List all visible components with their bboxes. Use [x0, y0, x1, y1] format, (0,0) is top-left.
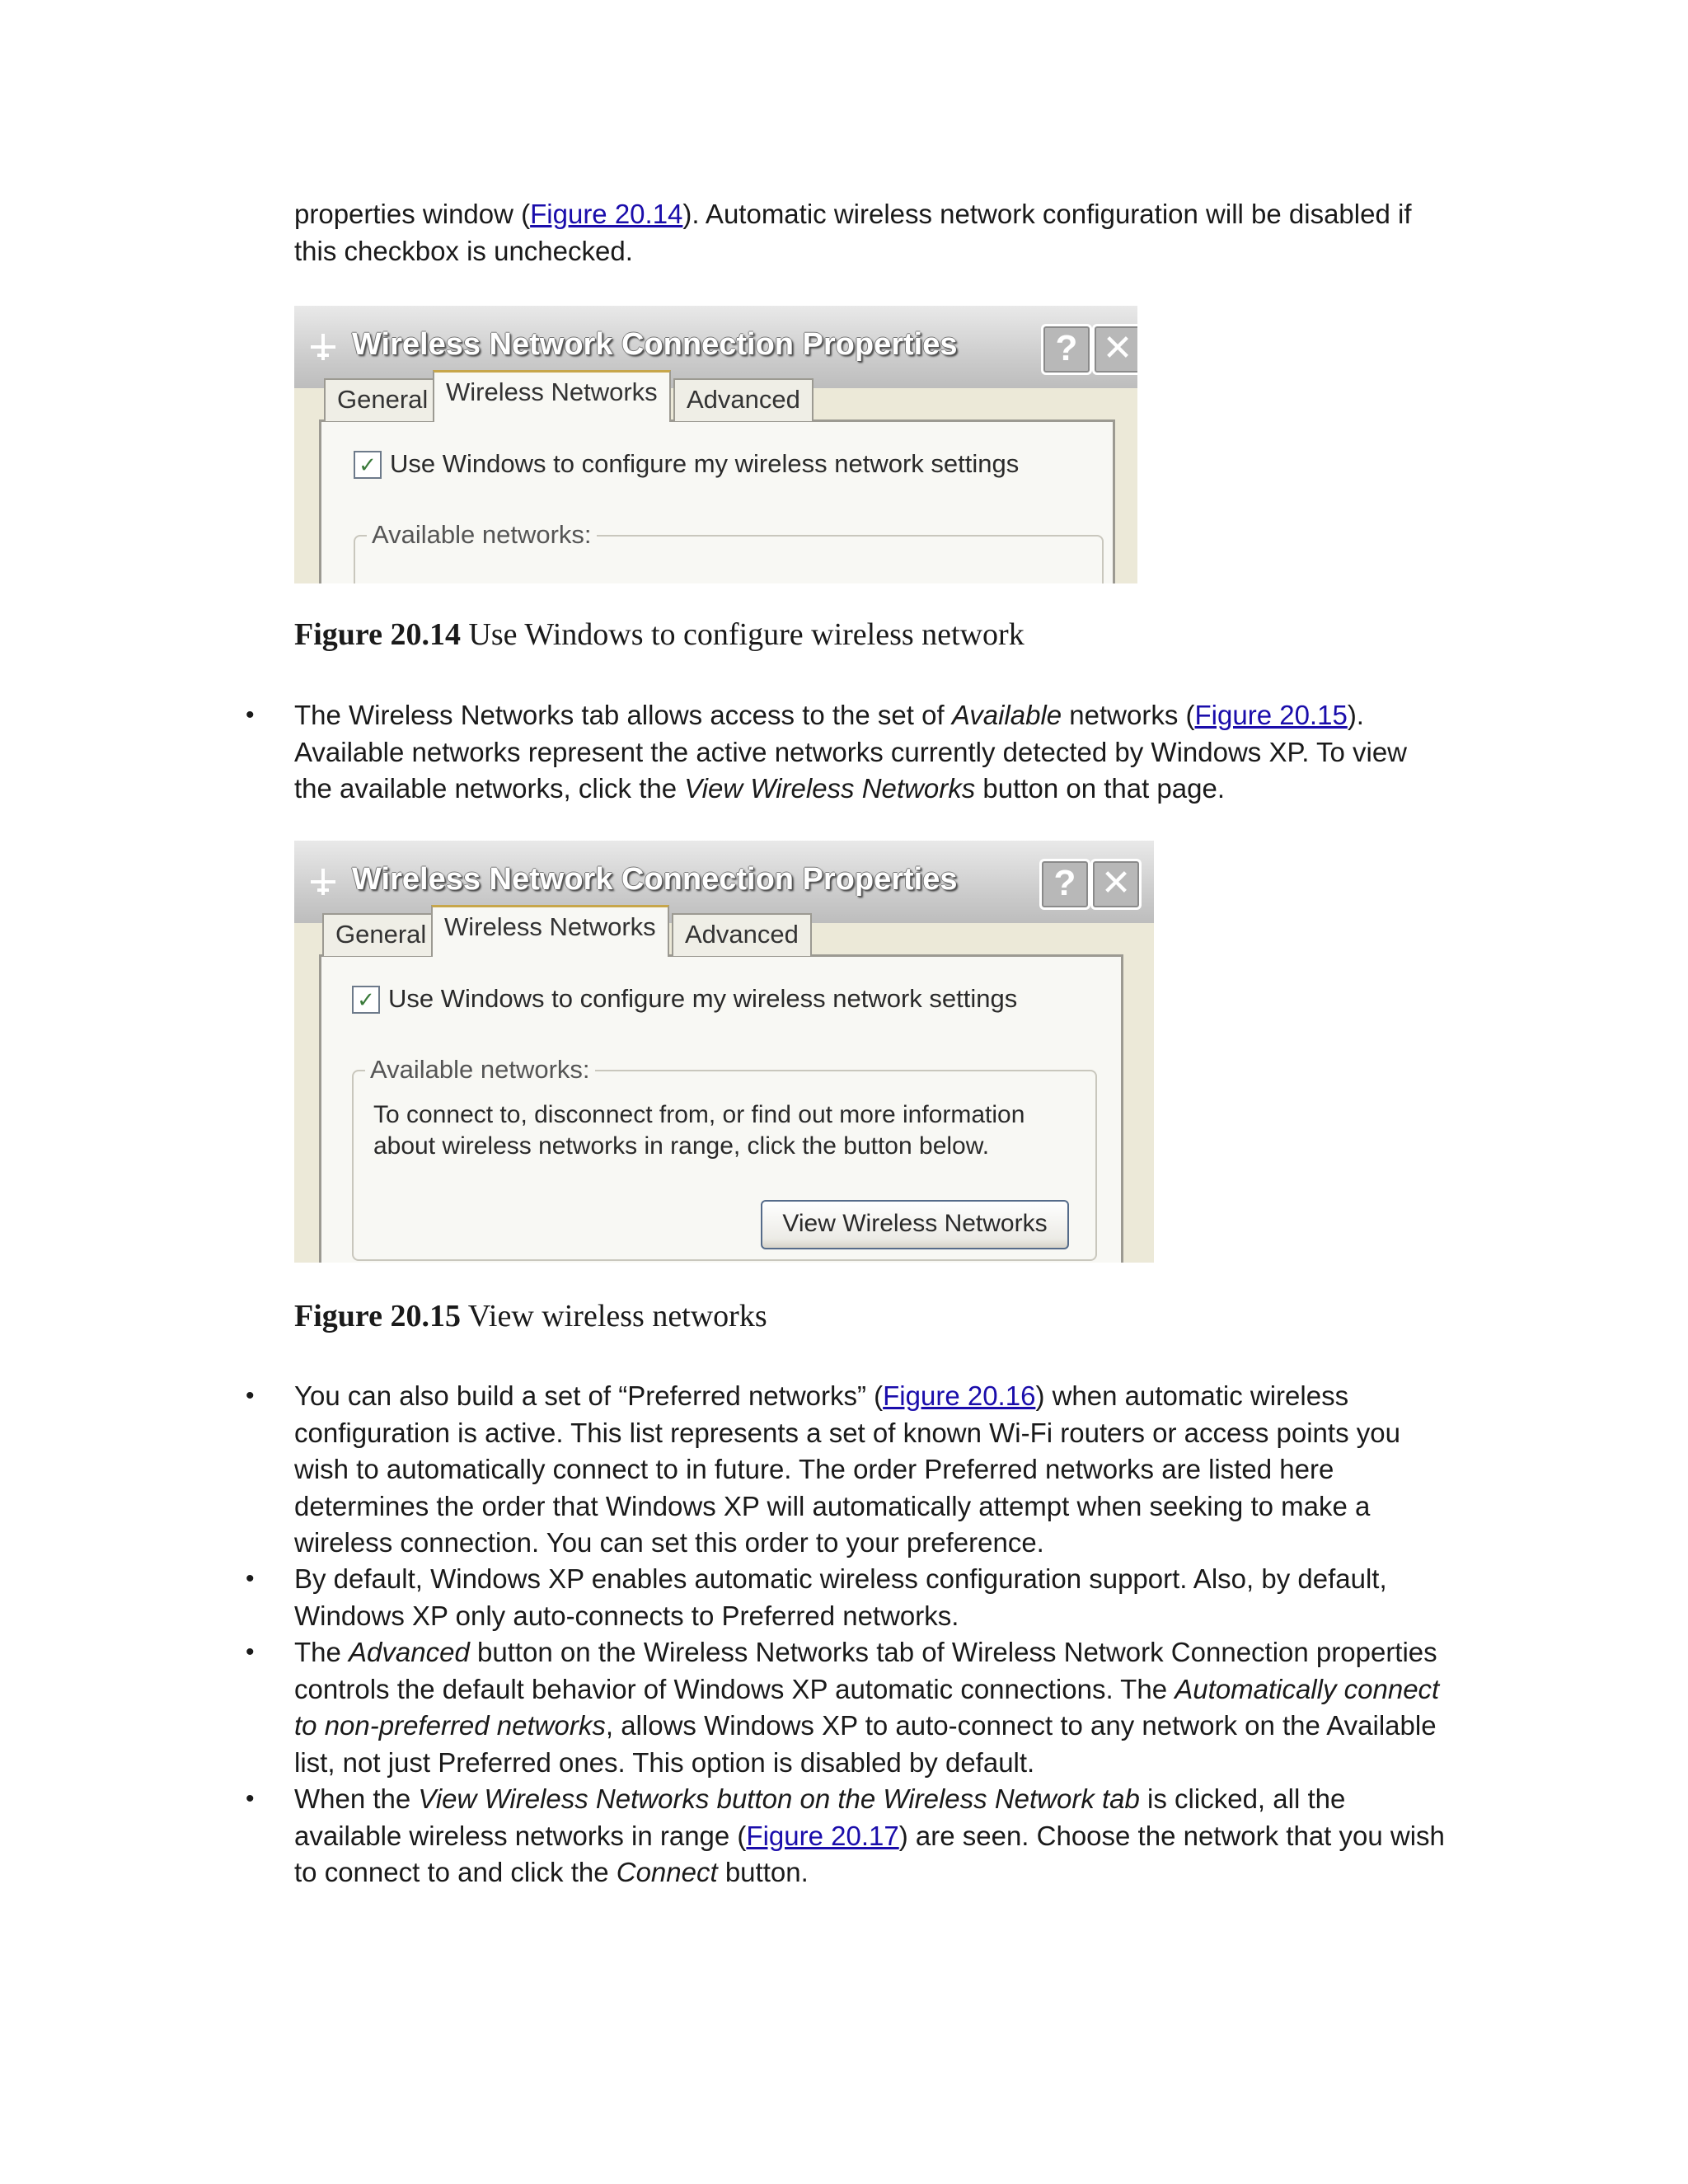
help-button[interactable]: ? — [1041, 324, 1092, 375]
bullet-3: By default, Windows XP enables automatic wireless configuration support. Also, by default, Windows XP only auto-connects to Preferred networks. — [294, 1563, 1387, 1631]
figure-20-14-number: Figure 20.14 — [294, 617, 461, 652]
bullet-marker: • — [246, 1785, 255, 1812]
dialog-titlebar — [294, 306, 1137, 388]
figure-20-15-screenshot — [294, 841, 1154, 1263]
intro-paragraph — [294, 196, 1412, 269]
figure-20-14-screenshot — [294, 306, 1137, 583]
use-windows-checkbox[interactable]: ✓ — [352, 986, 380, 1014]
bullet-2: You can also build a set of “Preferred networks” (Figure 20.16) when automatic wireless configuration is active. This list represents a set of known Wi-Fi routers or access points you wish to automatically connect to in future. The order Preferred networks are listed here determines the order that Windows XP will automatically attempt when seeking to make a wireless connection. You can set this order to your preference. — [294, 1380, 1400, 1558]
tab-advanced[interactable]: Advanced — [673, 378, 814, 421]
bullet-marker: • — [246, 1382, 255, 1409]
bullet-marker: • — [246, 1638, 255, 1666]
available-networks-description: To connect to, disconnect from, or find out more information about wireless networks in range, click the button below. — [373, 1101, 1025, 1160]
bullet-1: The Wireless Networks tab allows access to the set of Available networks (Figure 20.15). Available networks represent the active networks currently detected by Windows XP. To view the available networks, click the View Wireless Networks button on that page. — [294, 700, 1408, 804]
tab-wireless-networks[interactable]: Wireless Networks — [431, 905, 669, 957]
figure-20-15-title: View wireless networks — [460, 1299, 767, 1333]
tab-advanced[interactable]: Advanced — [672, 913, 812, 956]
close-button[interactable]: ✕ — [1092, 324, 1137, 375]
figure-20-14-link[interactable]: Figure 20.14 — [530, 199, 683, 229]
bullet-marker: • — [246, 1565, 255, 1592]
tab-general[interactable]: General — [324, 378, 441, 421]
tab-wireless-networks[interactable]: Wireless Networks — [433, 370, 671, 422]
network-connection-icon — [309, 865, 337, 898]
view-wireless-networks-button[interactable]: View Wireless Networks — [761, 1200, 1069, 1249]
close-button[interactable]: ✕ — [1090, 859, 1142, 910]
dialog-body — [294, 912, 1154, 1263]
intro-line-2: this checkbox is unchecked. — [294, 235, 633, 266]
figure-20-17-link[interactable]: Figure 20.17 — [746, 1820, 899, 1851]
dialog-titlebar — [294, 841, 1154, 923]
figure-20-15-caption — [294, 1298, 767, 1334]
figure-20-16-link[interactable]: Figure 20.16 — [883, 1380, 1036, 1411]
bullet-marker: • — [246, 701, 255, 729]
dialog-title: Wireless Network Connection Properties — [352, 862, 958, 897]
use-windows-checkbox-label: Use Windows to configure my wireless network settings — [388, 984, 1018, 1013]
figure-20-14-caption — [294, 616, 1025, 653]
figure-20-15-number: Figure 20.15 — [294, 1299, 461, 1333]
help-button[interactable]: ? — [1039, 859, 1090, 910]
figure-20-14-title: Use Windows to configure wireless network — [460, 617, 1025, 652]
available-networks-label: Available networks: — [367, 520, 597, 550]
figure-20-15-link[interactable]: Figure 20.15 — [1194, 700, 1348, 730]
available-networks-label: Available networks: — [365, 1055, 595, 1085]
bullet-5: When the View Wireless Networks button on the Wireless Network tab is clicked, all the available wireless networks in range (Figure 20.17) are seen. Choose the network that you wish to connect to and click the Connect button. — [294, 1783, 1445, 1887]
network-connection-icon — [309, 330, 337, 363]
dialog-title: Wireless Network Connection Properties — [352, 327, 958, 362]
intro-line-1: properties window (Figure 20.14). Automatic wireless network configuration will be disabled if — [294, 199, 1412, 229]
use-windows-checkbox-label: Use Windows to configure my wireless network settings — [390, 449, 1020, 478]
bullet-4: The Advanced button on the Wireless Networks tab of Wireless Network Connection properties controls the default behavior of Windows XP automatic connections. The Automatically connect to non-preferred networks, allows Windows XP to auto-connect to any network on the Available list, not just Preferred ones. This option is disabled by default. — [294, 1637, 1440, 1778]
tab-general[interactable]: General — [322, 913, 439, 956]
use-windows-checkbox[interactable]: ✓ — [354, 451, 382, 479]
dialog-body — [294, 377, 1137, 583]
